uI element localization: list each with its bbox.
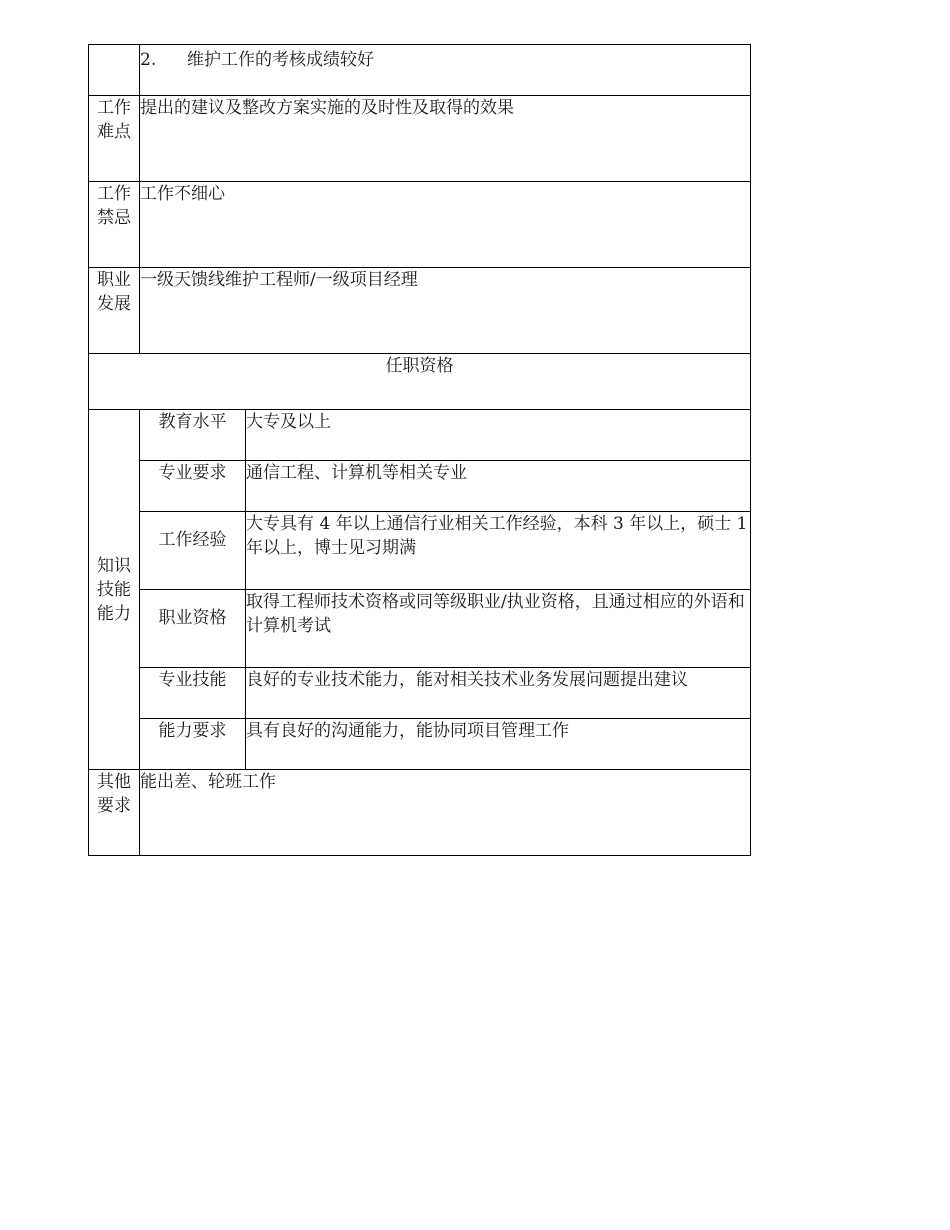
empty-label-cell [89, 45, 140, 96]
table-row [89, 268, 751, 354]
table-row [89, 45, 751, 96]
difficulty-label: 工作难点 [89, 96, 140, 182]
certification-value: 取得工程师技术资格或同等级职业/执业资格，且通过相应的外语和计算机考试 [246, 590, 751, 668]
skill-value: 良好的专业技术能力，能对相关技术业务发展问题提出建议 [246, 668, 751, 719]
ability-value: 具有良好的沟通能力，能协同项目管理工作 [246, 719, 751, 770]
table-row [89, 410, 751, 461]
education-label: 教育水平 [140, 410, 246, 461]
skill-label: 专业技能 [140, 668, 246, 719]
experience-value: 大专具有 4 年以上通信行业相关工作经验，本科 3 年以上，硕士 1 年以上，博士见习期满 [246, 512, 751, 590]
job-description-table [88, 44, 751, 856]
table-row [89, 354, 751, 410]
top-row-content [140, 45, 751, 96]
ability-label: 能力要求 [140, 719, 246, 770]
major-label: 专业要求 [140, 461, 246, 512]
major-value: 通信工程、计算机等相关专业 [246, 461, 751, 512]
table-row [89, 719, 751, 770]
career-label: 职业发展 [89, 268, 140, 354]
taboo-label: 工作禁忌 [89, 182, 140, 268]
table-row [89, 96, 751, 182]
list-number: 2. [140, 50, 157, 70]
section-title: 任职资格 [89, 354, 751, 410]
table-row [89, 461, 751, 512]
career-text: 一级天馈线维护工程师/一级项目经理 [140, 268, 751, 354]
education-value: 大专及以上 [246, 410, 751, 461]
difficulty-text: 提出的建议及整改方案实施的及时性及取得的效果 [140, 96, 751, 182]
table-row [89, 182, 751, 268]
certification-label: 职业资格 [140, 590, 246, 668]
knowledge-label: 知识技能能力 [89, 410, 140, 770]
other-text: 能出差、轮班工作 [140, 770, 751, 856]
taboo-text: 工作不细心 [140, 182, 751, 268]
table-row [89, 668, 751, 719]
top-row-text: 维护工作的考核成绩较好 [187, 50, 374, 70]
table-row [89, 770, 751, 856]
experience-label: 工作经验 [140, 512, 246, 590]
other-label: 其他要求 [89, 770, 140, 856]
table-row [89, 512, 751, 590]
table-row [89, 590, 751, 668]
